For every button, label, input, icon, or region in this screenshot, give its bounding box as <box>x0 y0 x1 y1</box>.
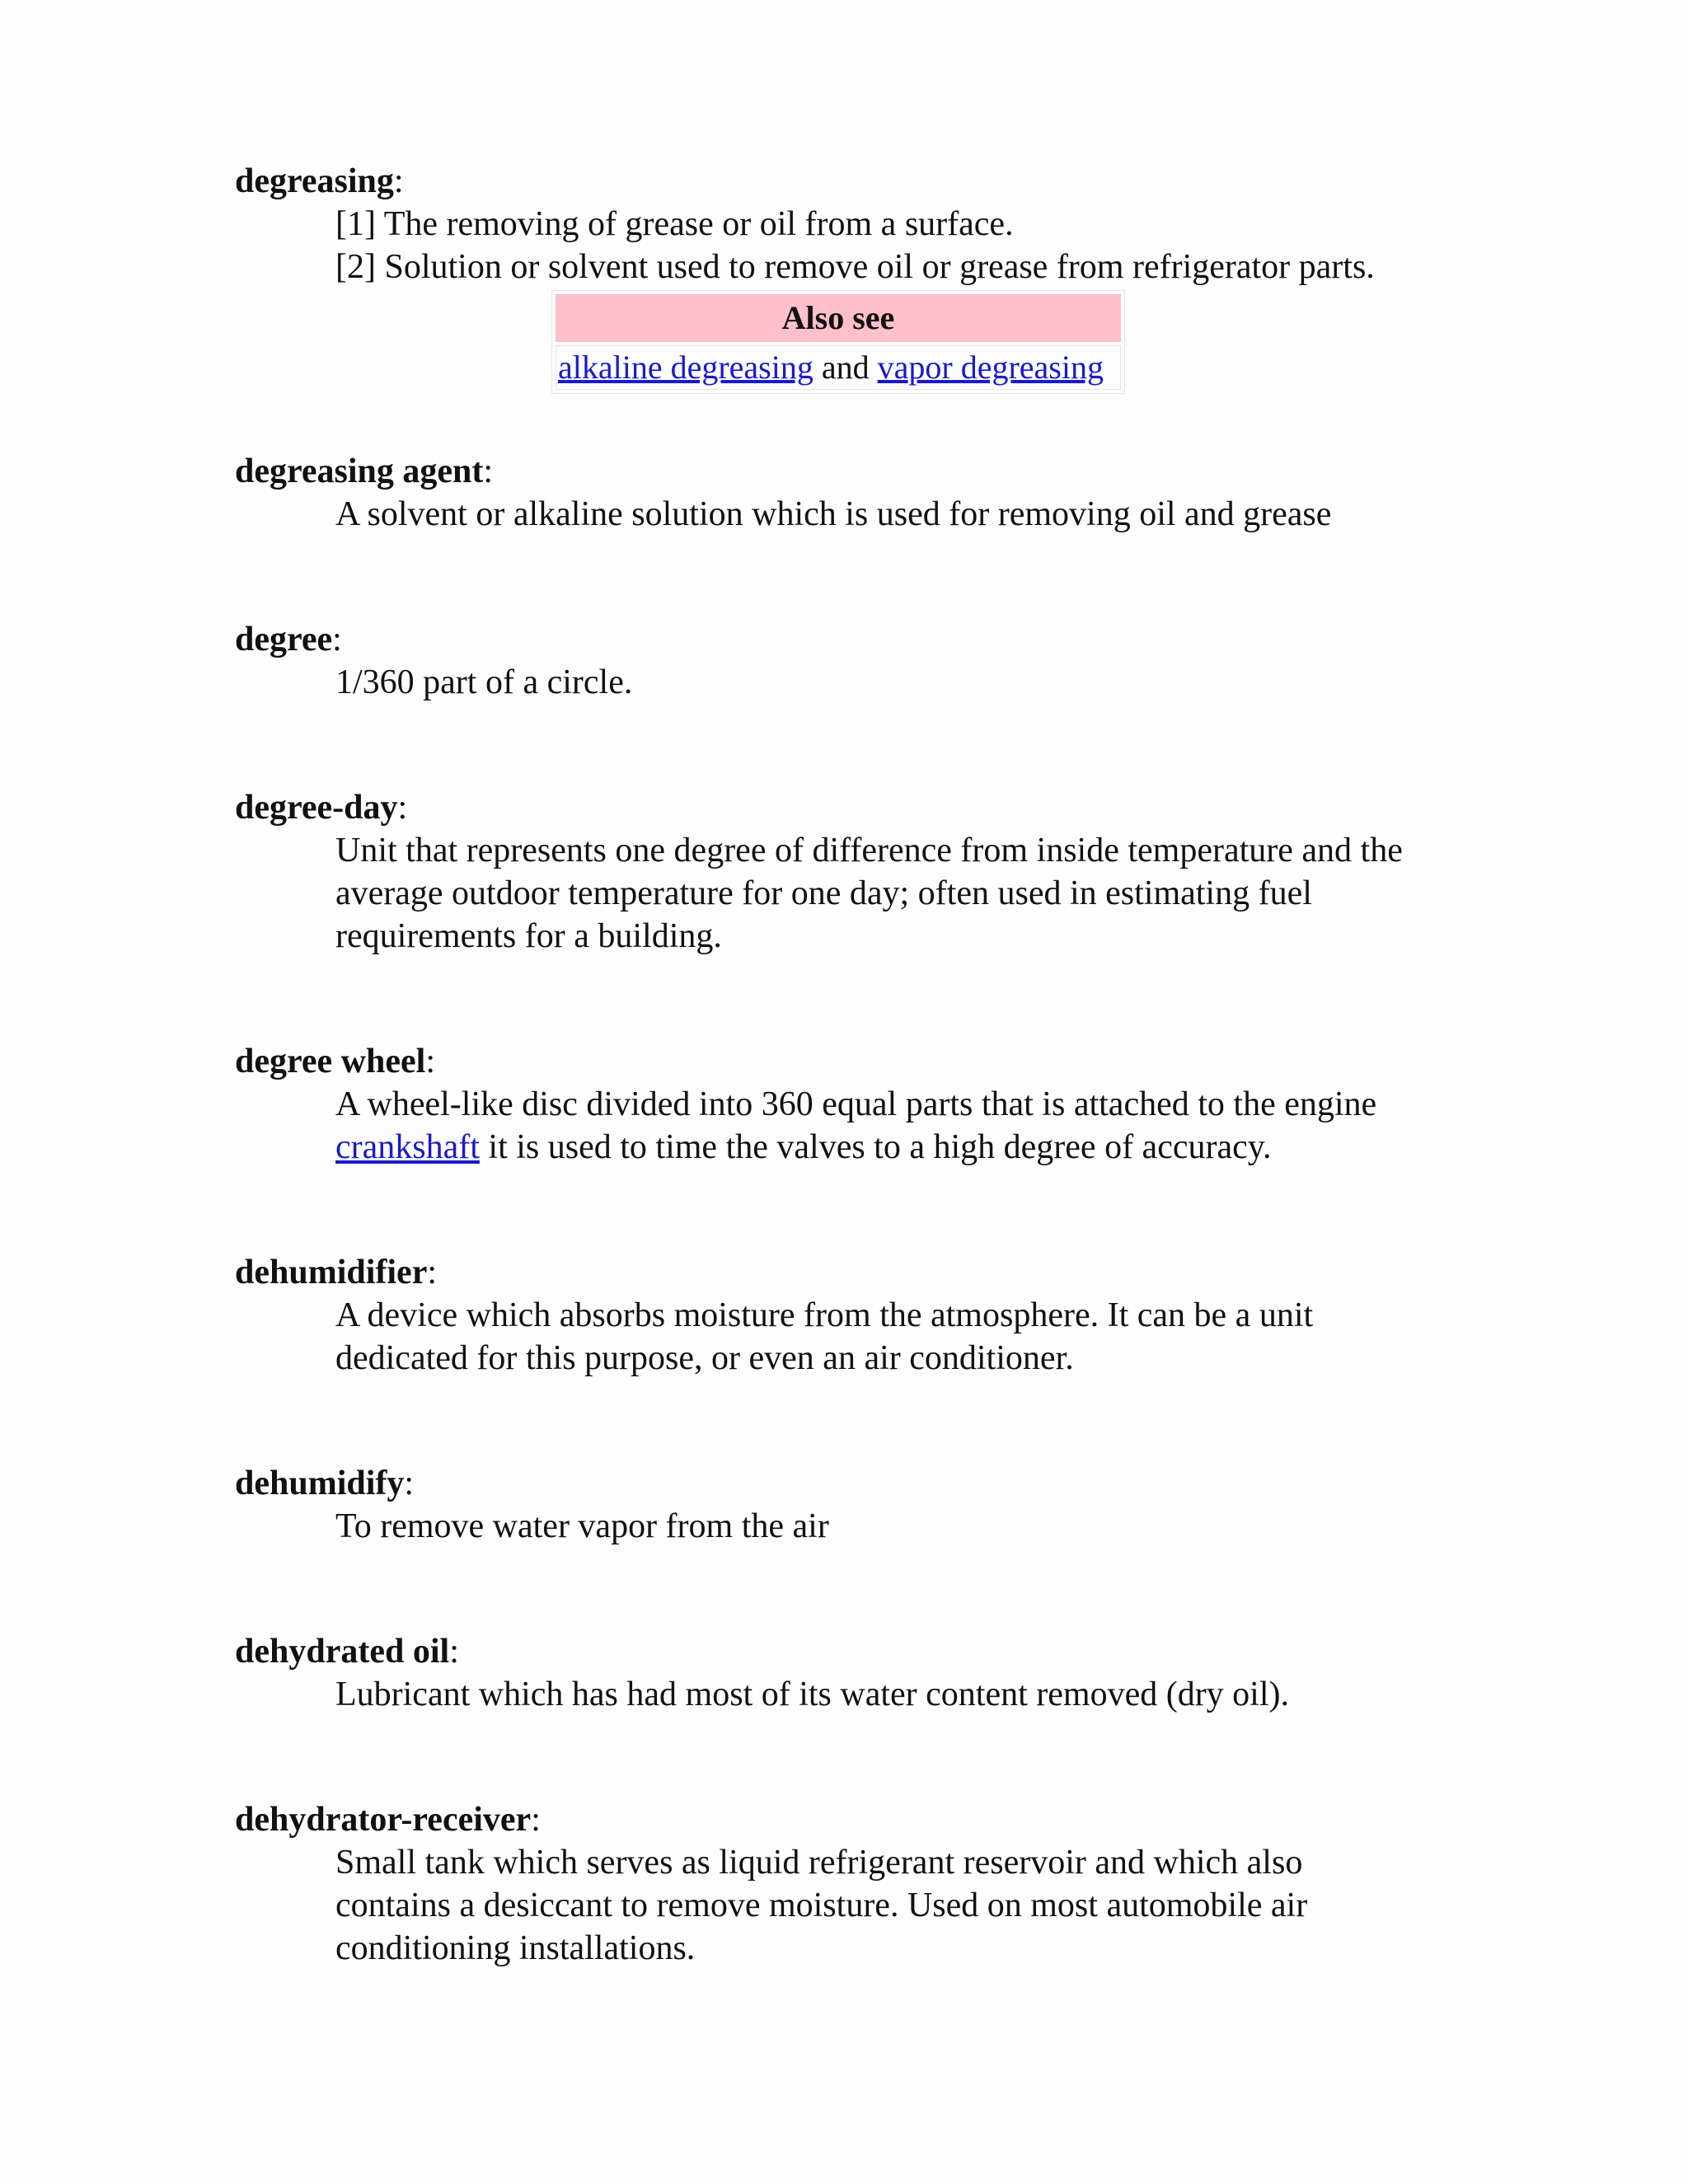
term-colon: : <box>393 162 404 200</box>
link-alkaline-degreasing[interactable]: alkaline degreasing <box>558 349 814 386</box>
definition-degreasing-1: [1] The removing of grease or oil from a surface. <box>335 205 1014 243</box>
term-colon: : <box>397 789 408 827</box>
definition-degree-wheel-text-2: it is used to time the valves to a high degree of accuracy. <box>488 1128 1272 1166</box>
term-degree-wheel: degree wheel <box>235 1043 426 1080</box>
definition-degreasing <box>235 203 1471 288</box>
definition-degree-wheel-text-1: A wheel-like disc divided into 360 equal parts that is attached to the engine <box>335 1085 1377 1123</box>
definition-degree: 1/360 part of a circle. <box>335 663 633 701</box>
definition-dehydrated-oil: Lubricant which has had most of its water content removed (dry oil). <box>335 1675 1290 1713</box>
glossary-entry-degree-day <box>235 786 1471 958</box>
term-dehumidify: dehumidify <box>235 1465 405 1502</box>
also-see-links <box>556 345 1121 390</box>
glossary-list <box>235 160 1471 2052</box>
definition-dehumidify: To remove water vapor from the air <box>335 1507 829 1545</box>
glossary-entry-dehydrator-receiver <box>235 1798 1471 1970</box>
glossary-entry-dehydrated-oil <box>235 1630 1471 1716</box>
glossary-entry-degreasing-agent <box>235 450 1471 536</box>
glossary-entry-dehumidify <box>235 1462 1471 1548</box>
definition-degreasing-agent: A solvent or alkaline solution which is used for removing oil and grease <box>335 495 1332 533</box>
term-degreasing: degreasing <box>235 162 394 200</box>
glossary-entry-degree <box>235 618 1471 704</box>
term-colon: : <box>531 1801 541 1839</box>
term-degree: degree <box>235 621 333 658</box>
term-colon: : <box>332 621 342 658</box>
glossary-entry-dehumidifier <box>235 1251 1471 1380</box>
term-colon: : <box>404 1465 415 1502</box>
term-colon: : <box>483 452 494 490</box>
term-degreasing-agent: degreasing agent <box>235 452 484 490</box>
term-dehydrator-receiver: dehydrator-receiver <box>235 1801 532 1839</box>
link-vapor-degreasing[interactable]: vapor degreasing <box>877 349 1104 386</box>
also-see-joiner: and <box>821 349 870 386</box>
also-see-header: Also see <box>556 294 1121 342</box>
also-see-table <box>551 290 1125 394</box>
term-colon: : <box>427 1254 438 1291</box>
term-colon: : <box>425 1043 435 1080</box>
term-colon: : <box>449 1633 459 1671</box>
definition-dehumidifier: A device which absorbs moisture from the atmosphere. It can be a unit dedicated for this purpose, or even an air conditioner. <box>335 1296 1314 1377</box>
glossary-entry-degree-wheel <box>235 1040 1471 1169</box>
definition-dehydrator-receiver: Small tank which serves as liquid refrigerant reservoir and which also contains a desiccant to remove moisture. Used on most automobile air conditioning installations. <box>335 1844 1308 1967</box>
term-dehumidifier: dehumidifier <box>235 1254 428 1291</box>
definition-degreasing-2: [2] Solution or solvent used to remove oil or grease from refrigerator parts. <box>335 248 1375 286</box>
glossary-entry-degreasing <box>235 160 1471 394</box>
definition-degree-day: Unit that represents one degree of difference from inside temperature and the average outdoor temperature for one day; often used in estimating fuel requirements for a building. <box>335 832 1403 955</box>
term-degree-day: degree-day <box>235 789 398 827</box>
definition-degree-wheel <box>235 1083 1473 1169</box>
link-crankshaft[interactable]: crankshaft <box>335 1128 480 1166</box>
term-dehydrated-oil: dehydrated oil <box>235 1633 450 1671</box>
